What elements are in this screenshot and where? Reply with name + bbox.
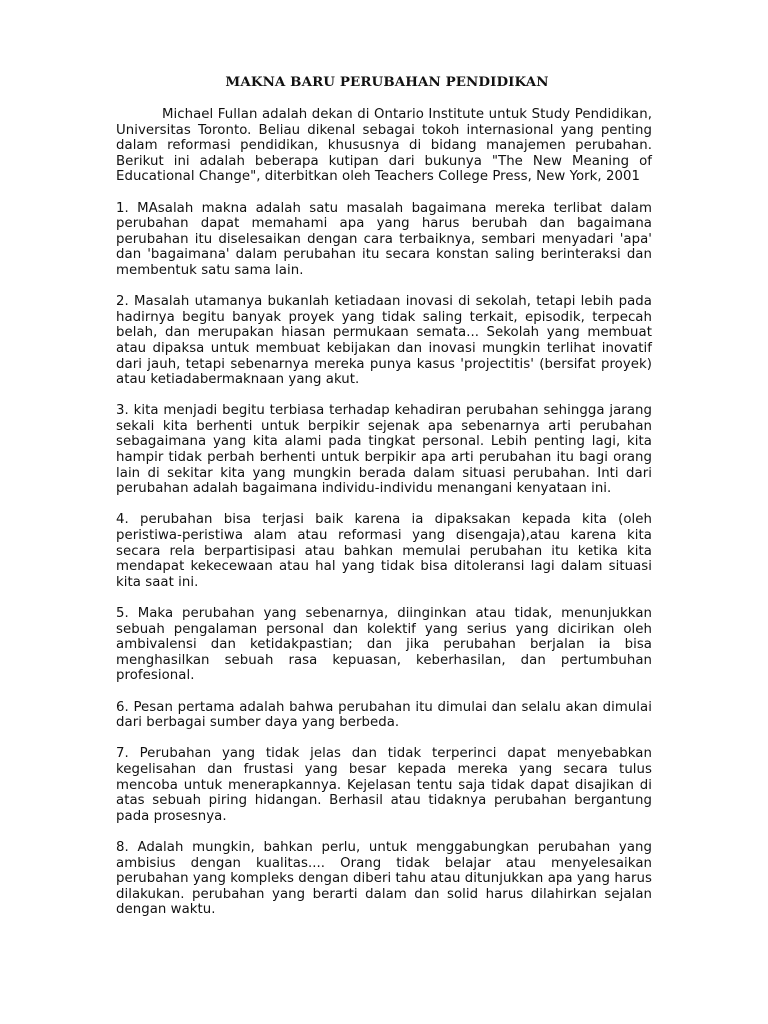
paragraph-2: 2. Masalah utamanya bukanlah ketiadaan inovasi di sekolah, tetapi lebih pada hadirnya begitu banyak proyek yang tidak saling terkait, episodik, terpecah belah, dan merupakan hiasan permukaan semata... Sekolah yang membuat atau dipaksa untuk membuat kebijakan dan inovasi mungkin terlihat inovatif dari jauh, tetapi sebenarnya mereka punya kasus 'projectitis' (bersifat proyek) atau ketiadabermaknaan yang akut. (116, 294, 652, 388)
paragraph-4: 4. perubahan bisa terjasi baik karena ia dipaksakan kepada kita (oleh peristiwa-peristiwa alam atau reformasi yang disengaja),atau karena kita secara rela berpartisipasi atau bahkan memulai perubahan itu ketika kita mendapat kekecewaan atau hal yang tidak bisa ditoleransi lagi dalam situasi kita saat ini. (116, 512, 652, 590)
paragraph-7: 7. Perubahan yang tidak jelas dan tidak terperinci dapat menyebabkan kegelisahan dan frustasi yang besar kepada mereka yang secara tulus mencoba untuk menerapkannya. Kejelasan tentu saja tidak dapat disajikan di atas sebuah piring hidangan. Berhasil atau tidaknya perubahan bergantung pada prosesnya. (116, 746, 652, 824)
paragraph-1: 1. MAsalah makna adalah satu masalah bagaimana mereka terlibat dalam perubahan dapat memahami apa yang harus berubah dan bagaimana perubahan itu diselesaikan dengan cara terbaiknya, sembari menyadari 'apa' dan 'bagaimana' dalam perubahan itu secara konstan saling berinteraksi dan membentuk satu sama lain. (116, 200, 652, 278)
paragraph-8: 8. Adalah mungkin, bahkan perlu, untuk menggabungkan perubahan yang ambisius dengan kualitas.... Orang tidak belajar atau menyelesaikan perubahan yang kompleks dengan diberi tahu atau ditunjukkan apa yang harus dilakukan. perubahan yang berarti dalam dan solid harus dilahirkan sejalan dengan waktu. (116, 839, 652, 918)
paragraph-3: 3. kita menjadi begitu terbiasa terhadap kehadiran perubahan sehingga jarang sekali kita berhenti untuk berpikir sejenak apa sebenarnya arti perubahan sebagaimana yang kita alami pada tingkat personal. Lebih penting lagi, kita hampir tidak perbah berhenti untuk berpikir apa arti perubahan itu bagi orang lain di sekitar kita yang mungkin berada dalam situasi perubahan. Inti dari perubahan adalah bagaimana individu-individu menangani kenyataan ini. (116, 403, 652, 497)
document-title: MAKNA BARU PERUBAHAN PENDIDIKAN (225, 74, 549, 90)
document-page (116, 74, 652, 933)
paragraph-6: 6. Pesan pertama adalah bahwa perubahan itu dimulai dan selalu akan dimulai dari berbagai sumber daya yang berbeda. (116, 699, 652, 731)
intro-paragraph: Michael Fullan adalah dekan di Ontario Institute untuk Study Pendidikan, Universitas Toronto. Beliau dikenal sebagai tokoh internasional yang penting dalam reformasi pendidikan, khususnya di bidang manajemen perubahan. Berikut ini adalah beberapa kutipan dari bukunya "The New Meaning of Educational Change", diterbitkan oleh Teachers College Press, New York, 2001 (116, 107, 652, 185)
paragraph-5: 5. Maka perubahan yang sebenarnya, diinginkan atau tidak, menunjukkan sebuah pengalaman personal dan kolektif yang serius yang dicirikan oleh ambivalensi dan ketidakpastian; dan jika perubahan berjalan ia bisa menghasilkan sebuah rasa kepuasan, keberhasilan, dan pertumbuhan profesional. (116, 606, 652, 684)
